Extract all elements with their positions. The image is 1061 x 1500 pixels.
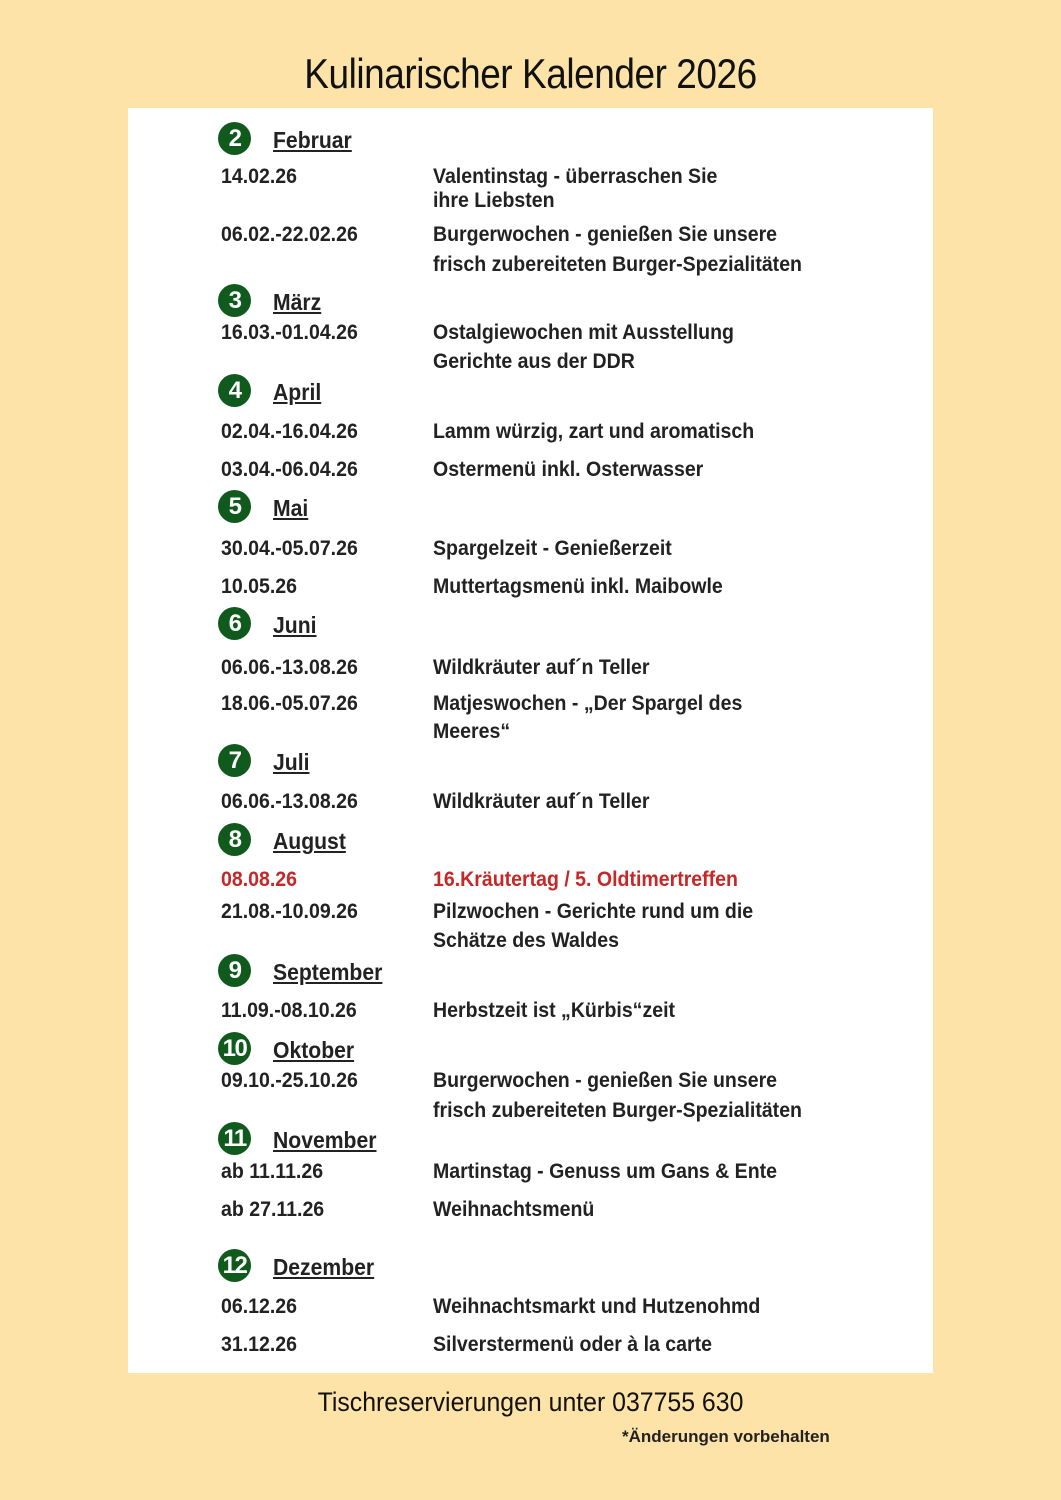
- event-date: 06.02.-22.02.26: [221, 223, 358, 246]
- month-heading-juni: Juni: [273, 612, 317, 638]
- event-description: Ostermenü inkl. Osterwasser: [433, 458, 704, 481]
- month-heading-februar: Februar: [273, 127, 352, 153]
- event-date: 06.12.26: [221, 1295, 298, 1318]
- event-date: 03.04.-06.04.26: [221, 458, 358, 481]
- month-number-badge: 5: [218, 490, 251, 523]
- month-heading-juli: Juli: [273, 749, 310, 775]
- event-date: ab 11.11.26: [221, 1160, 324, 1183]
- event-description: Silverstermenü oder à la carte: [433, 1333, 712, 1356]
- event-description: Weihnachtsmenü: [433, 1198, 595, 1221]
- month-number-badge: 9: [218, 954, 251, 987]
- month-heading-november: November: [273, 1127, 377, 1153]
- month-heading-maerz: März: [273, 289, 322, 315]
- event-description: Weihnachtsmarkt und Hutzenohmd: [433, 1295, 761, 1318]
- month-number-badge: 8: [218, 823, 251, 856]
- month-heading-april: April: [273, 379, 322, 405]
- event-description: Burgerwochen - genießen Sie unsere: [433, 223, 778, 246]
- event-description: Lamm würzig, zart und aromatisch: [433, 420, 755, 443]
- month-heading-september: September: [273, 959, 383, 985]
- month-number-badge: 10: [218, 1032, 251, 1065]
- event-date: 31.12.26: [221, 1333, 298, 1356]
- month-number-badge: 11: [218, 1122, 251, 1155]
- event-date: 11.09.-08.10.26: [221, 999, 357, 1022]
- event-date: 21.08.-10.09.26: [221, 900, 358, 923]
- event-description: Muttertagsmenü inkl. Maibowle: [433, 575, 723, 598]
- event-description: Spargelzeit - Genießerzeit: [433, 537, 672, 560]
- month-heading-mai: Mai: [273, 495, 309, 521]
- month-number-badge: 12: [218, 1249, 251, 1282]
- event-description: Pilzwochen - Gerichte rund um die: [433, 900, 754, 923]
- event-description: Matjeswochen - „Der Spargel des: [433, 692, 743, 715]
- event-description-highlight: 16.Kräutertag / 5. Oldtimertreffen: [433, 868, 738, 891]
- event-description: Burgerwochen - genießen Sie unsere: [433, 1069, 778, 1092]
- page-title: Kulinarischer Kalender 2026: [304, 50, 757, 97]
- month-number-badge: 6: [218, 607, 251, 640]
- month-number-badge: 3: [218, 284, 251, 317]
- event-date: 18.06.-05.07.26: [221, 692, 358, 715]
- event-description: Valentinstag - überraschen Sie: [433, 165, 718, 188]
- month-heading-oktober: Oktober: [273, 1037, 355, 1063]
- event-date-highlight: 08.08.26: [221, 868, 298, 891]
- event-date: 02.04.-16.04.26: [221, 420, 358, 443]
- event-date: 30.04.-05.07.26: [221, 537, 358, 560]
- month-number-badge: 7: [218, 744, 251, 777]
- month-heading-august: August: [273, 828, 346, 854]
- event-description: Meeres“: [433, 720, 511, 743]
- event-description: Ostalgiewochen mit Ausstellung: [433, 321, 734, 344]
- event-date: ab 27.11.26: [221, 1198, 325, 1221]
- month-number-badge: 4: [218, 374, 251, 407]
- month-number-badge: 2: [218, 122, 251, 155]
- event-description: frisch zubereiteten Burger-Spezialitäten: [433, 1099, 802, 1122]
- event-date: 16.03.-01.04.26: [221, 321, 358, 344]
- event-description: frisch zubereiteten Burger-Spezialitäten: [433, 253, 802, 276]
- event-date: 06.06.-13.08.26: [221, 790, 358, 813]
- reservation-phone: Tischreservierungen unter 037755 630: [317, 1387, 744, 1417]
- event-description: Wildkräuter auf´n Teller: [433, 656, 650, 679]
- event-date: 09.10.-25.10.26: [221, 1069, 358, 1092]
- event-date: 10.05.26: [221, 575, 298, 598]
- disclaimer-note: *Änderungen vorbehalten: [622, 1427, 830, 1446]
- event-description: Martinstag - Genuss um Gans & Ente: [433, 1160, 778, 1183]
- month-heading-dezember: Dezember: [273, 1254, 375, 1280]
- event-description: Wildkräuter auf´n Teller: [433, 790, 650, 813]
- event-description: ihre Liebsten: [433, 189, 555, 212]
- event-date: 14.02.26: [221, 165, 298, 188]
- event-description: Schätze des Waldes: [433, 929, 619, 952]
- event-description: Herbstzeit ist „Kürbis“zeit: [433, 999, 676, 1022]
- event-date: 06.06.-13.08.26: [221, 656, 358, 679]
- event-description: Gerichte aus der DDR: [433, 350, 635, 373]
